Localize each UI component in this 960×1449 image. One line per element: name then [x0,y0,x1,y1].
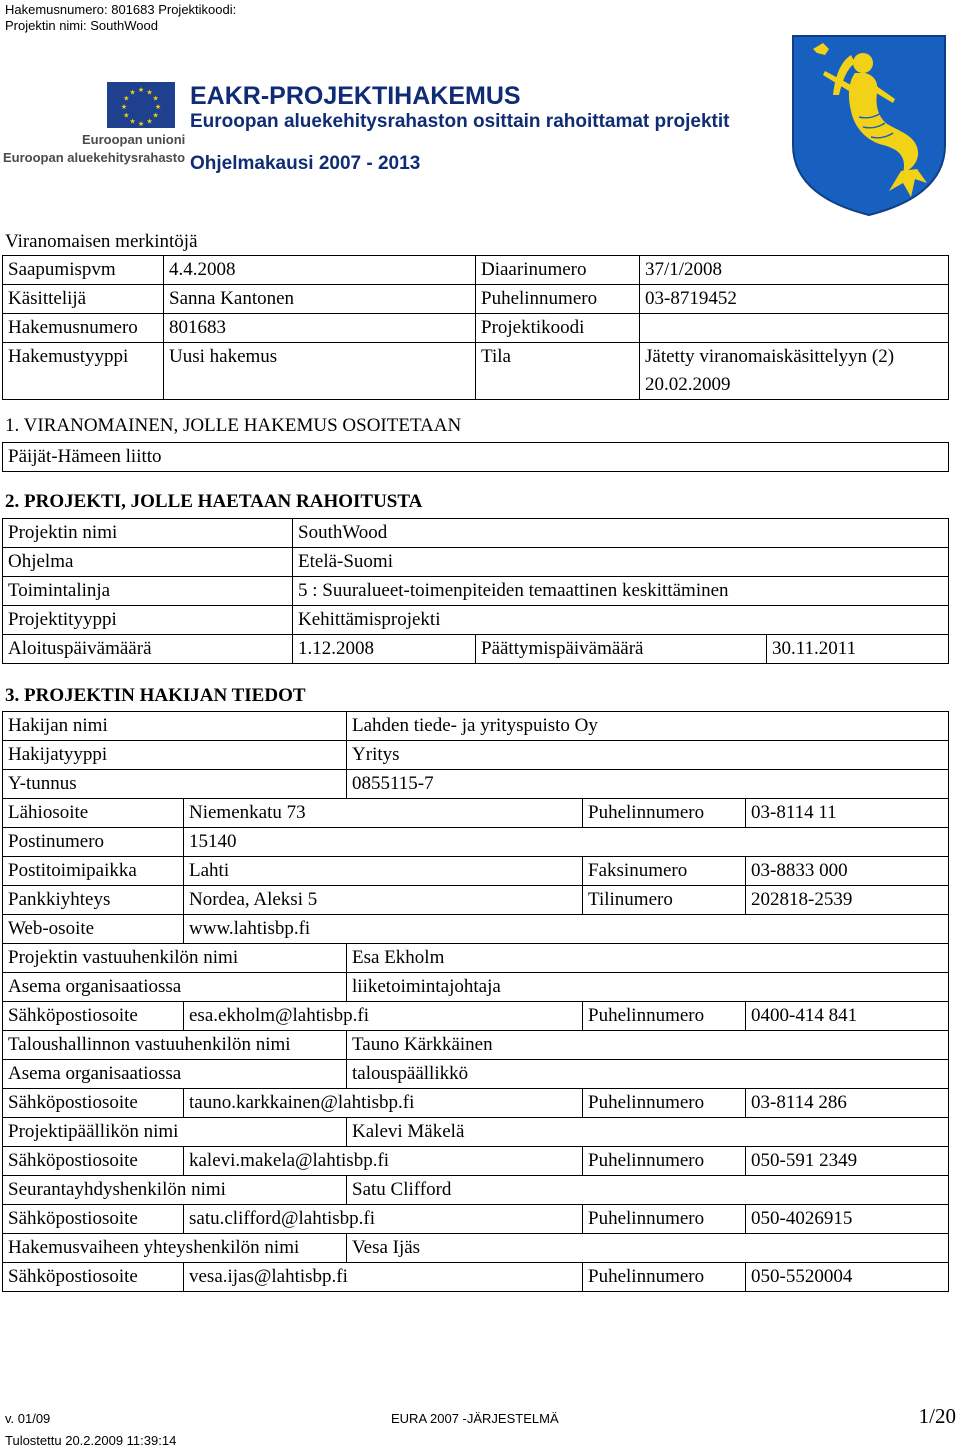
table-row [3,944,949,973]
table-cell: vesa.ijas@lahtisbp.fi [184,1263,583,1292]
table-cell: 15140 [184,828,949,857]
table-row [3,770,949,799]
table-row [3,1060,949,1089]
section-1-heading: 1. VIRANOMAINEN, JOLLE HAKEMUS OSOITETAAN [5,415,462,436]
table-cell: Uusi hakemus [164,343,476,400]
table-row [3,577,949,606]
table-cell: 202818-2539 [746,886,949,915]
svg-text:★: ★ [146,88,153,97]
table-cell: 30.11.2011 [767,635,949,664]
table-row [3,256,949,285]
svg-text:★: ★ [137,120,145,128]
table-cell: Puhelinnumero [583,1147,746,1176]
table-cell [640,343,949,400]
table-row [3,1031,949,1060]
table-cell: 050-591 2349 [746,1147,949,1176]
table-cell: SouthWood [293,519,949,548]
table-cell: Faksinumero [583,857,746,886]
table-cell: Web-osoite [3,915,184,944]
footer-system: EURA 2007 -JÄRJESTELMÄ [391,1411,559,1426]
table-cell: Puhelinnumero [583,1002,746,1031]
table-cell: 050-5520004 [746,1263,949,1292]
table-cell: 050-4026915 [746,1205,949,1234]
table-cell: 37/1/2008 [640,256,949,285]
table-row [3,1176,949,1205]
table-cell: kalevi.makela@lahtisbp.fi [184,1147,583,1176]
table-cell: Hakijatyyppi [3,741,347,770]
document-title: EAKR-PROJEKTIHAKEMUS [190,82,521,110]
table-cell: 801683 [164,314,476,343]
table-row [3,799,949,828]
table-cell: Projektin nimi [3,519,293,548]
table-cell: 03-8719452 [640,285,949,314]
table-row [3,1089,949,1118]
table-cell: Tila [476,343,640,400]
table-cell: Sähköpostiosoite [3,1263,184,1292]
table-cell: Puhelinnumero [583,1263,746,1292]
program-period: Ohjelmakausi 2007 - 2013 [190,153,421,174]
table-cell: satu.clifford@lahtisbp.fi [184,1205,583,1234]
table-cell: esa.ekholm@lahtisbp.fi [184,1002,583,1031]
table-cell: Projektin vastuuhenkilön nimi [3,944,347,973]
table-row [3,285,949,314]
table-cell: Lahti [184,857,583,886]
table-cell: 0855115-7 [347,770,949,799]
svg-text:★: ★ [152,111,159,120]
lahti-coat-of-arms-logo [789,33,949,217]
svg-text:★: ★ [123,94,130,103]
table-cell: Projektipäällikön nimi [3,1118,347,1147]
svg-text:★: ★ [137,86,145,94]
table-cell: Aloituspäivämäärä [3,635,293,664]
table-row [3,314,949,343]
svg-text:★: ★ [120,103,128,111]
table-cell: Lahden tiede- ja yrityspuisto Oy [347,712,949,741]
svg-text:★: ★ [129,117,136,126]
table-cell: 0400-414 841 [746,1002,949,1031]
table-row [3,635,949,664]
table-cell: Päättymispäivämäärä [476,635,767,664]
table-cell: Ohjelma [3,548,293,577]
table-cell: Puhelinnumero [476,285,640,314]
table-row [3,1002,949,1031]
svg-text:★: ★ [146,117,153,126]
authority-table [2,255,949,400]
table-row [3,712,949,741]
table-row [3,886,949,915]
table-cell: Etelä-Suomi [293,548,949,577]
table-cell: 1.12.2008 [293,635,476,664]
table-cell: 03-8833 000 [746,857,949,886]
table-cell: Hakemustyyppi [3,343,164,400]
table-cell: Käsittelijä [3,285,164,314]
table-row [3,519,949,548]
eu-text-line-2: Euroopan aluekehitysrahasto [3,150,186,165]
table-cell: Postitoimipaikka [3,857,184,886]
table-row [3,343,949,400]
section-3-heading: 3. PROJEKTIN HAKIJAN TIEDOT [5,685,306,706]
section-2-dates-table [2,634,949,664]
table-cell: Hakemusnumero [3,314,164,343]
table-cell: 4.4.2008 [164,256,476,285]
section-2-table [2,518,949,635]
table-cell: Puhelinnumero [583,1205,746,1234]
table-cell: Lähiosoite [3,799,184,828]
table-cell: Niemenkatu 73 [184,799,583,828]
table-row [3,443,949,472]
authority-heading: Viranomaisen merkintöjä [5,231,198,252]
section-1-table [2,442,949,472]
eu-flag-logo [107,82,175,128]
table-cell: Sähköpostiosoite [3,1147,184,1176]
table-cell: liiketoimintajohtaja [347,973,949,1002]
table-cell: Projektikoodi [476,314,640,343]
table-cell: Vesa Ijäs [347,1234,949,1263]
status-date: 20.02.2009 [645,374,731,395]
table-cell: Yritys [347,741,949,770]
table-cell: Toimintalinja [3,577,293,606]
table-row [3,1147,949,1176]
table-cell: Hakemusvaiheen yhteyshenkilön nimi [3,1234,347,1263]
table-cell: Kalevi Mäkelä [347,1118,949,1147]
table-row [3,606,949,635]
svg-text:★: ★ [129,88,136,97]
table-row [3,973,949,1002]
table-cell: Taloushallinnon vastuuhenkilön nimi [3,1031,347,1060]
table-row [3,548,949,577]
table-cell: Satu Clifford [347,1176,949,1205]
section-2-heading: 2. PROJEKTI, JOLLE HAETAAN RAHOITUSTA [5,491,423,512]
table-cell: Projektityyppi [3,606,293,635]
table-cell: Sähköpostiosoite [3,1089,184,1118]
table-cell: Hakijan nimi [3,712,347,741]
table-cell: Asema organisaatiossa [3,1060,347,1089]
table-cell: Puhelinnumero [583,1089,746,1118]
table-cell: Seurantayhdyshenkilön nimi [3,1176,347,1205]
table-cell: Nordea, Aleksi 5 [184,886,583,915]
table-cell: Y-tunnus [3,770,347,799]
table-row [3,857,949,886]
table-cell: 03-8114 286 [746,1089,949,1118]
table-cell: Esa Ekholm [347,944,949,973]
table-row [3,915,949,944]
table-cell: 5 : Suuralueet-toimenpiteiden temaattinen keskittäminen [293,577,949,606]
footer-page-number: 1/20 [918,1404,956,1428]
table-cell: 03-8114 11 [746,799,949,828]
status-text: Jätetty viranomaiskäsittelyyn (2) [645,346,895,367]
table-cell [640,314,949,343]
table-row [3,1234,949,1263]
table-cell: Sähköpostiosoite [3,1002,184,1031]
svg-text:★: ★ [123,111,130,120]
eu-text-line-1: Euroopan unioni [82,132,186,147]
header-line-1: Hakemusnumero: 801683 Projektikoodi: [5,2,237,17]
header-line-2: Projektin nimi: SouthWood [5,18,158,33]
svg-text:★: ★ [152,94,159,103]
table-cell: Tilinumero [583,886,746,915]
table-row [3,828,949,857]
table-cell: Tauno Kärkkäinen [347,1031,949,1060]
table-row [3,741,949,770]
table-cell: Sanna Kantonen [164,285,476,314]
table-cell: Sähköpostiosoite [3,1205,184,1234]
footer-printed: Tulostettu 20.2.2009 11:39:14 [5,1433,177,1448]
table-cell: Kehittämisprojekti [293,606,949,635]
table-row [3,1118,949,1147]
table-row [3,1205,949,1234]
table-cell: Pankkiyhteys [3,886,184,915]
table-cell: Diaarinumero [476,256,640,285]
table-cell: tauno.karkkainen@lahtisbp.fi [184,1089,583,1118]
footer-version: v. 01/09 [5,1411,51,1426]
table-cell: Asema organisaatiossa [3,973,347,1002]
table-cell: Saapumispvm [3,256,164,285]
table-row [3,1263,949,1292]
section-3-table [2,711,949,1292]
table-cell: talouspäällikkö [347,1060,949,1089]
authority-name: Päijät-Hämeen liitto [3,443,949,472]
table-cell: Postinumero [3,828,184,857]
document-subtitle: Euroopan aluekehitysrahaston osittain rahoittamat projektit [190,111,730,132]
table-cell: www.lahtisbp.fi [184,915,949,944]
svg-text:★: ★ [154,103,162,111]
table-cell: Puhelinnumero [583,799,746,828]
